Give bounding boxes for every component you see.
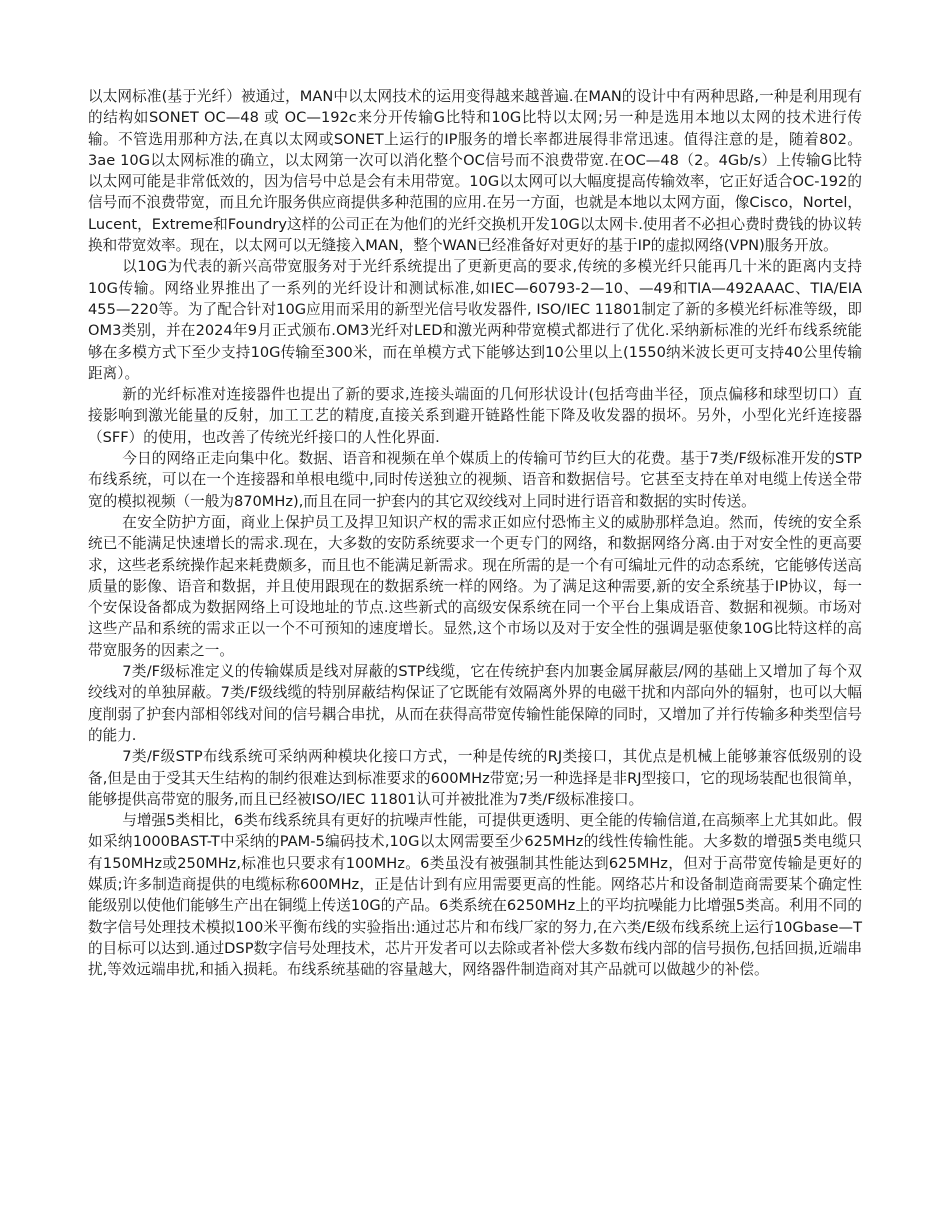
paragraph-connectors: 新的光纤标准对连接器件也提出了新的要求,连接头端面的几何形状设计(包括弯曲半径，顶点偏移和球型切口）直接影响到激光能量的反射，加工工艺的精度,直接关系到避开链路性能下降及收发器的损坏。另外，小型化光纤连接器（SFF）的使用，也改善了传统光纤接口的人性化界面. [88, 386, 862, 446]
document-body [88, 86, 862, 980]
paragraph-fiber-standards: 以10G为代表的新兴高带宽服务对于光纤系统提出了更新更高的要求,传统的多模光纤只能再几十米的距离内支持10G传输。网络业界推出了一系列的光纤设计和测试标准,如IEC—60793-2—10、—49和TIA—492AAAC、TIA/EIA 455—220等。为了配合针对10G应用而采用的新型光信号收发器件, ISO/IEC 11801制定了新的多模光纤标准等级，即OM3类别，并在2024年9月正式颁布.OM3光纤对LED和激光两种带宽模式都进行了优化.采纳新标准的光纤布线系统能够在多模方式下至少支持10G传输至300米，而在单模方式下能够达到10公里以上(1550纳米波长更可支持40公里传输距离）。 [88, 258, 862, 382]
paragraph-cat7-interface: 7类/F级STP布线系统可采纳两种模块化接口方式，一种是传统的RJ类接口，其优点是机械上能够兼容低级别的设备,但是由于受其天生结构的制约很难达到标准要求的600MHz带宽;另一种选择是非RJ型接口，它的现场装配也很简单，能够提供高带宽的服务,而且已经被ISO/IEC 11801认可并被批准为7类/F级标准接口。 [88, 748, 862, 808]
paragraph-ethernet-man: 以太网标准(基于光纤）被通过，MAN中以太网技术的运用变得越来越普遍.在MAN的设计中有两种思路,一种是利用现有的结构如SONET OC—48 或 OC—192c来分开传输G比特和10G比特以太网;另一种是选用本地以太网的技术进行传输。不管选用那种方法,在真以太网或SONET上运行的IP服务的增长率都进展得非常迅速。值得注意的是，随着802。3ae 10G以太网标准的确立，以太网第一次可以消化整个OC信号而不浪费带宽.在OC—48（2。4Gb/s）上传输G比特以太网可能是非常低效的，因为信号中总是会有未用带宽。10G以太网可以大幅度提高传输效率，它正好适合OC-192的信号而不浪费带宽，而且允许服务供应商提供多种范围的应用.在另一方面，也就是本地以太网方面，像Cisco，Nortel，Lucent，Extreme和Foundry这样的公司正在为他们的光纤交换机开发10G以太网卡.使用者不必担心费时费钱的协议转换和带宽效率。现在，以太网可以无缝接入MAN，整个WAN已经准备好对更好的基于IP的虚拟网络(VPN)服务开放。 [88, 88, 862, 255]
paragraph-cat6: 与增强5类相比，6类布线系统具有更好的抗噪声性能，可提供更透明、更全能的传输信道,在高频率上尤其如此。假如采纳1000BAST-T中采纳的PAM-5编码技术,10G以太网需要至少625MHz的线性传输性能。大多数的增强5类电缆只有150MHz或250MHz,标准也只要求有100MHz。6类虽没有被强制其性能达到625MHz，但对于高带宽传输是更好的媒质;许多制造商提供的电缆标称600MHz，正是估计到有应用需要更高的性能。网络芯片和设备制造商需要某个确定性能级别以使他们能够生产出在铜缆上传送10G的产品。6类系统在6250MHz上的平均抗噪能力比增强5类高。利用不同的数字信号处理技术模拟100米平衡布线的实验指出:通过芯片和布线厂家的努力,在六类/E级布线系统上运行10Gbase—T的目标可以达到.通过DSP数字信号处理技术，芯片开发者可以去除或者补偿大多数布线内部的信号损伤,包括回损,近端串扰,等效远端串扰,和插入损耗。布线系统基础的容量越大，网络器件制造商对其产品就可以做越少的补偿。 [88, 812, 862, 979]
paragraph-cat7-media: 7类/F级标准定义的传输媒质是线对屏蔽的STP线缆，它在传统护套内加裹金属屏蔽层/网的基础上又增加了每个双绞线对的单独屏蔽。7类/F级线缆的特别屏蔽结构保证了它既能有效隔离外界的电磁干扰和内部向外的辐射，也可以大幅度削弱了护套内部相邻线对间的信号耦合串扰，从而在获得高带宽传输性能保障的同时，又增加了并行传输多种类型信号的能力. [88, 663, 862, 744]
paragraph-convergence: 今日的网络正走向集中化。数据、语音和视频在单个媒质上的传输可节约巨大的花费。基于7类/F级标准开发的STP布线系统，可以在一个连接器和单根电缆中,同时传送独立的视频、语音和数据信号。它甚至支持在单对电缆上传送全带宽的模拟视频（一般为870MHz),而且在同一护套内的其它双绞线对上同时进行语音和数据的实时传送。 [88, 450, 862, 510]
paragraph-security: 在安全防护方面，商业上保护员工及捍卫知识产权的需求正如应付恐怖主义的威胁那样急迫。然而，传统的安全系统已不能满足快速增长的需求.现在，大多数的安防系统要求一个更专门的网络，和数据网络分离.由于对安全性的更高要求，这些老系统操作起来耗费颇多，而且也不能满足新需求。现在所需的是一个有可编址元件的动态系统，它能够传送高质量的影像、语音和数据，并且使用跟现在的数据系统一样的网络。为了满足这种需要,新的安全系统基于IP协议，每一个安保设备都成为数据网络上可设地址的节点.这些新式的高级安保系统在同一个平台上集成语音、数据和视频。市场对这些产品和系统的需求正以一个不可预知的速度增长。显然,这个市场以及对于安全性的强调是驱使象10G比特这样的高带宽服务的因素之一。 [88, 513, 862, 659]
